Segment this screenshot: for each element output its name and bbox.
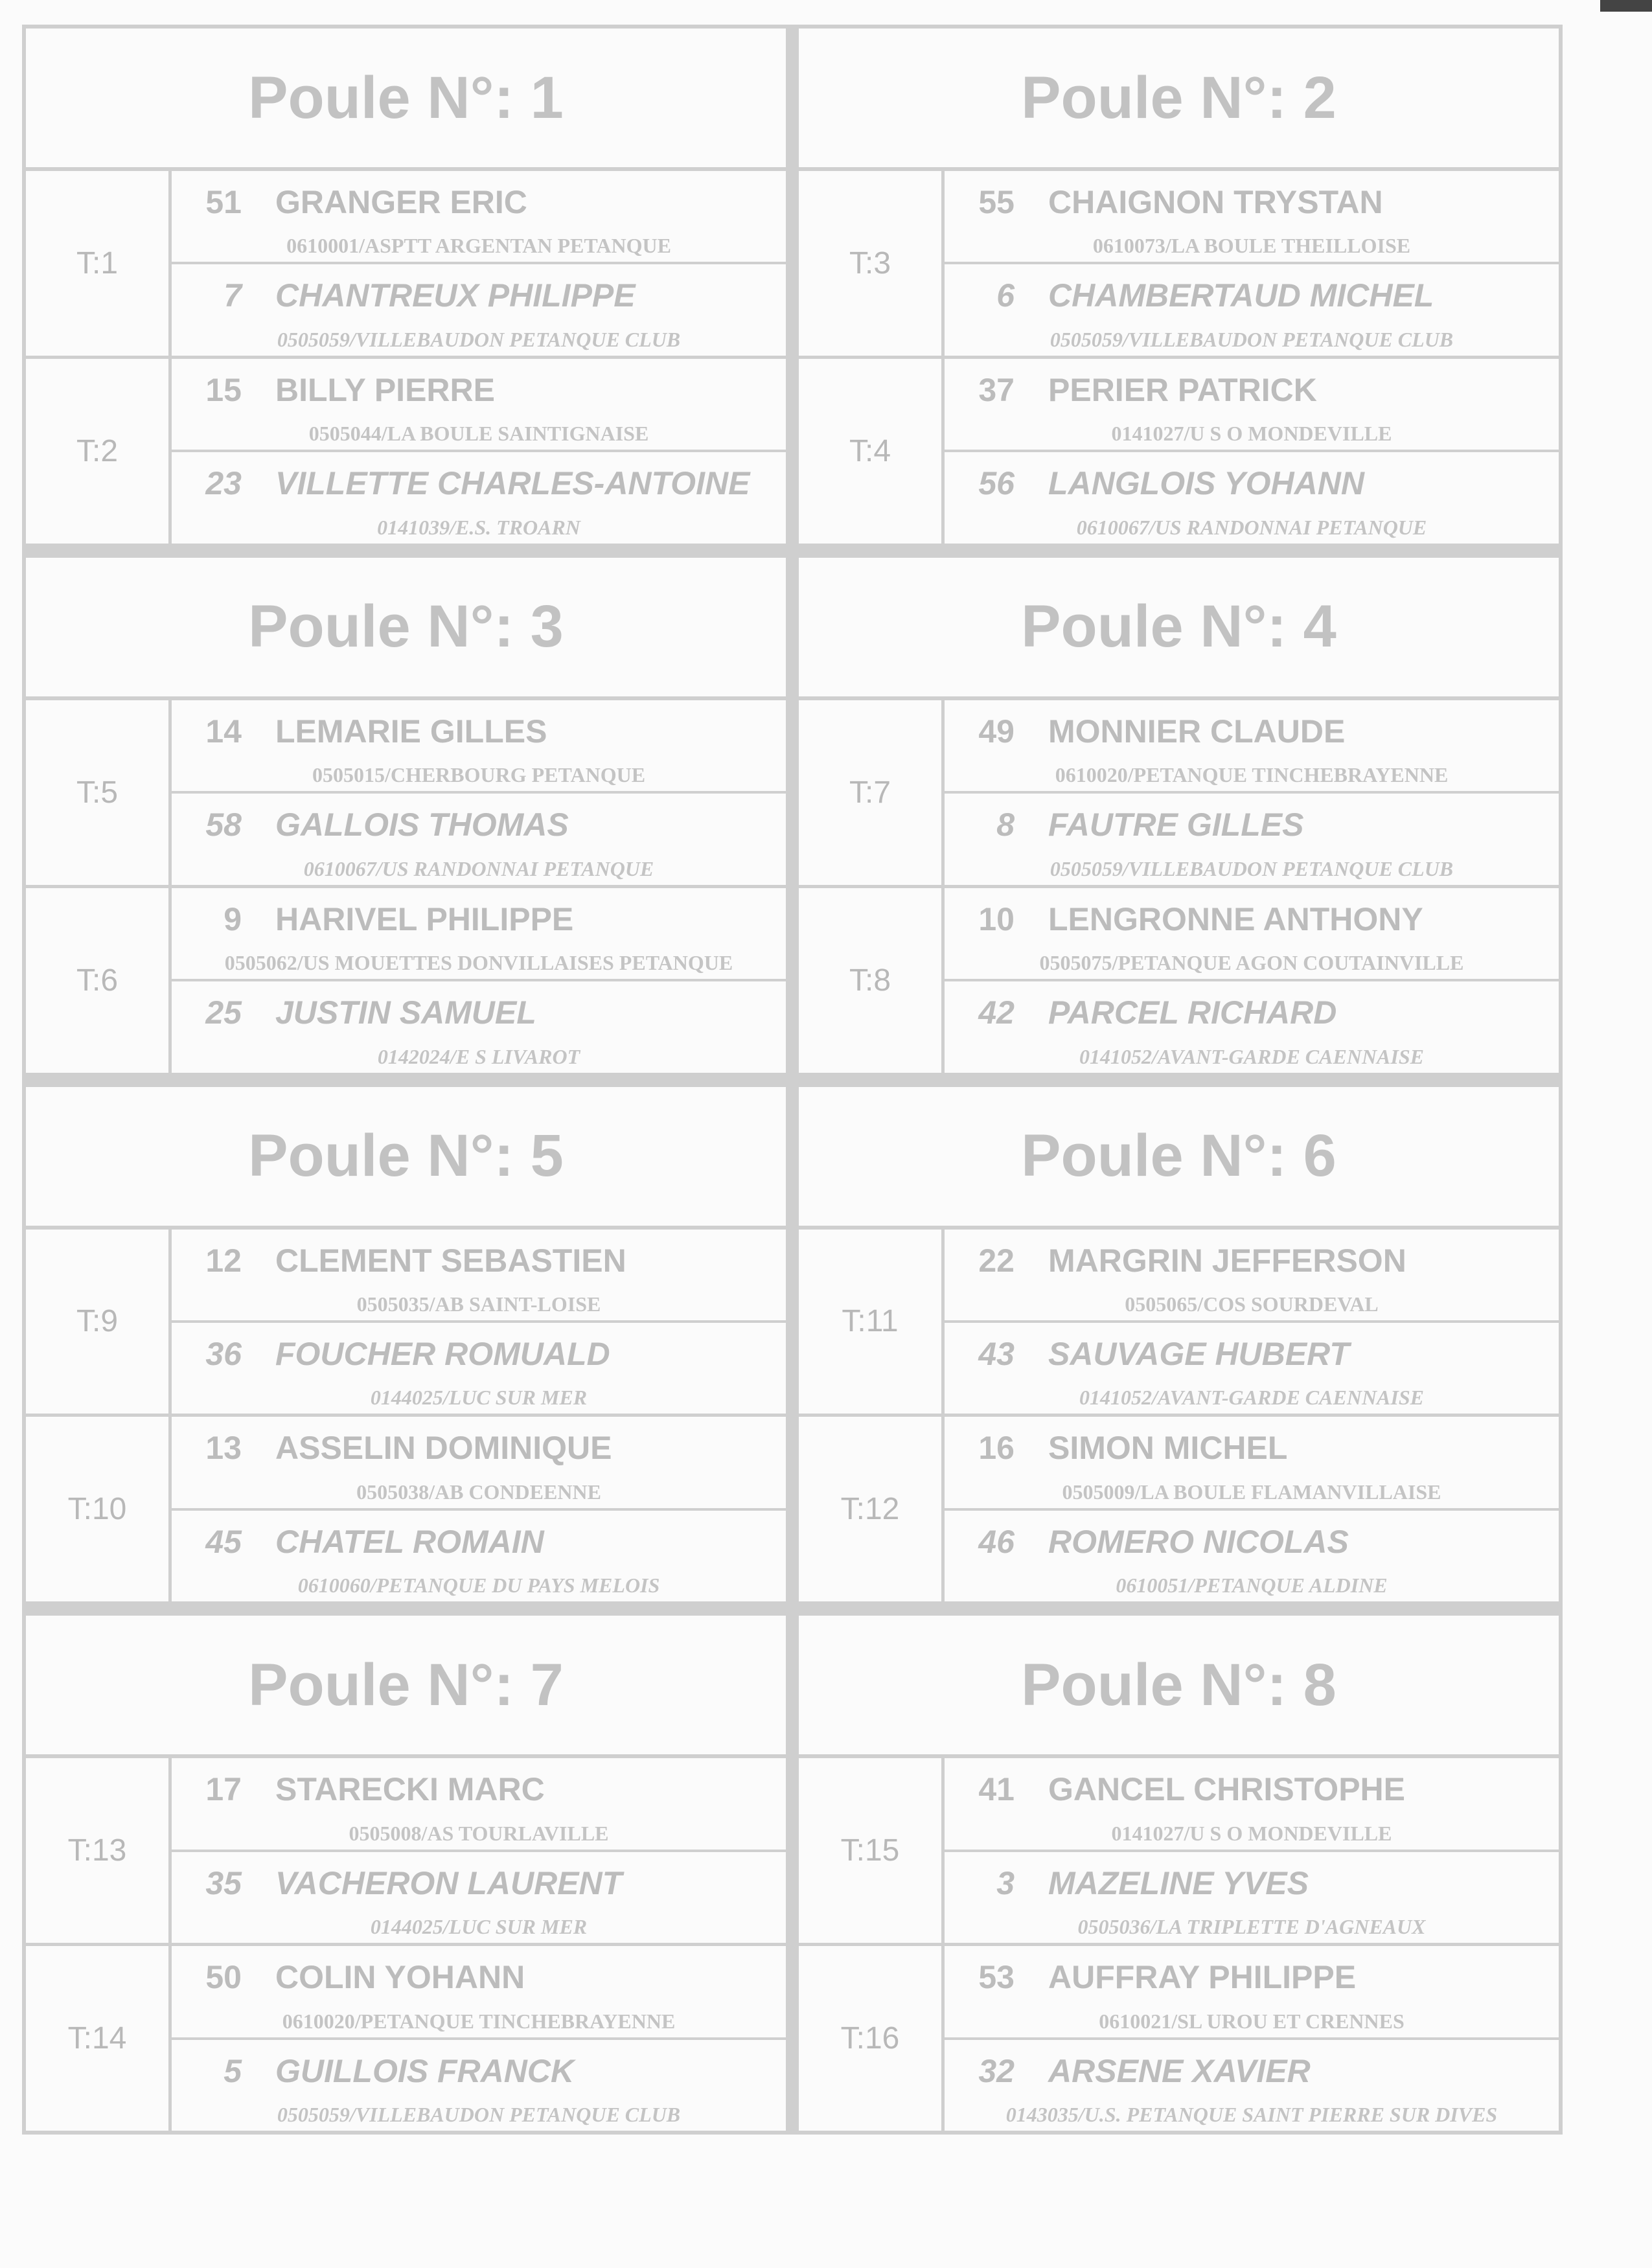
- player-row: [172, 1852, 786, 1943]
- player-number: 14: [205, 713, 242, 750]
- table-block: [799, 1946, 1559, 2131]
- poule-title: Poule N°: 5: [26, 1087, 786, 1230]
- player-row: [945, 700, 1559, 794]
- player-name: ASSELIN DOMINIQUE: [275, 1430, 612, 1467]
- poule-card: [799, 1616, 1559, 2131]
- player-row: [945, 359, 1559, 452]
- player-row: [945, 794, 1559, 884]
- table-label: T:10: [26, 1417, 172, 1601]
- player-number: 23: [205, 465, 242, 502]
- poule-card: [26, 558, 786, 1073]
- player-number: 46: [978, 1523, 1015, 1560]
- player-number: 13: [205, 1430, 242, 1467]
- player-number: 42: [978, 994, 1015, 1031]
- player-row: [945, 171, 1559, 264]
- table-label: T:5: [26, 700, 172, 885]
- poule-title: Poule N°: 6: [799, 1087, 1559, 1230]
- table-label: T:9: [26, 1230, 172, 1414]
- scan-corner-mark: [1600, 0, 1652, 12]
- player-number: 36: [205, 1335, 242, 1372]
- player-number: 25: [205, 994, 242, 1031]
- player-name: VACHERON LAURENT: [275, 1864, 623, 1901]
- players-list: [172, 1417, 786, 1601]
- player-club: 0505065/COS SOURDEVAL: [1125, 1292, 1379, 1316]
- player-club: 0610073/LA BOULE THEILLOISE: [1092, 234, 1411, 258]
- player-number: 17: [205, 1771, 242, 1808]
- poule-title: Poule N°: 4: [799, 558, 1559, 700]
- players-list: [945, 1417, 1559, 1601]
- player-name: MONNIER CLAUDE: [1048, 713, 1346, 750]
- table-label: T:12: [799, 1417, 945, 1601]
- player-name: LEMARIE GILLES: [275, 713, 547, 750]
- player-number: 55: [978, 184, 1015, 220]
- player-club: 0141052/AVANT-GARDE CAENNAISE: [1079, 1386, 1424, 1410]
- player-club: 0505059/VILLEBAUDON PETANQUE CLUB: [1050, 327, 1454, 351]
- player-row: [945, 1230, 1559, 1323]
- table-label: T:2: [26, 359, 172, 544]
- player-row: [172, 264, 786, 355]
- player-name: MAZELINE YVES: [1048, 1864, 1309, 1901]
- player-row: [945, 1946, 1559, 2039]
- player-club: 0144025/LUC SUR MER: [370, 1915, 588, 1939]
- player-club: 0505036/LA TRIPLETTE D'AGNEAUX: [1077, 1915, 1426, 1939]
- players-list: [945, 1758, 1559, 1943]
- player-club: 0142024/E S LIVAROT: [377, 1044, 580, 1068]
- player-number: 53: [978, 1959, 1015, 1996]
- player-club: 0141039/E.S. TROARN: [377, 515, 580, 539]
- player-number: 49: [978, 713, 1015, 750]
- table-block: [26, 1417, 786, 1601]
- player-number: 43: [978, 1335, 1015, 1372]
- player-name: ARSENE XAVIER: [1048, 2052, 1311, 2089]
- table-label: T:16: [799, 1946, 945, 2131]
- player-club: 0505044/LA BOULE SAINTIGNAISE: [308, 422, 649, 446]
- table-block: [799, 359, 1559, 544]
- player-club: 0505059/VILLEBAUDON PETANQUE CLUB: [277, 327, 681, 351]
- player-number: 56: [978, 465, 1015, 502]
- player-club: 0141027/U S O MONDEVILLE: [1111, 422, 1392, 446]
- players-list: [945, 1230, 1559, 1414]
- player-row: [945, 888, 1559, 981]
- players-list: [172, 1946, 786, 2131]
- player-row: [172, 888, 786, 981]
- player-club: 0505062/US MOUETTES DONVILLAISES PETANQUE: [224, 951, 733, 975]
- player-number: 45: [205, 1523, 242, 1560]
- player-row: [945, 1758, 1559, 1851]
- players-list: [945, 888, 1559, 1073]
- table-block: [799, 700, 1559, 888]
- player-number: 15: [205, 371, 242, 408]
- player-name: GANCEL CHRISTOPHE: [1048, 1771, 1406, 1808]
- player-row: [172, 1417, 786, 1510]
- player-club: 0144025/LUC SUR MER: [370, 1386, 588, 1410]
- players-list: [172, 1758, 786, 1943]
- player-club: 0505008/AS TOURLAVILLE: [349, 1821, 609, 1845]
- table-label: T:6: [26, 888, 172, 1073]
- player-row: [945, 1852, 1559, 1943]
- player-number: 16: [978, 1430, 1015, 1467]
- table-block: [799, 1230, 1559, 1417]
- player-number: 3: [996, 1864, 1015, 1901]
- table-block: [26, 888, 786, 1073]
- player-number: 37: [978, 371, 1015, 408]
- table-block: [799, 1417, 1559, 1601]
- poule-title: Poule N°: 7: [26, 1616, 786, 1758]
- table-label: T:14: [26, 1946, 172, 2131]
- player-club: 0143035/U.S. PETANQUE SAINT PIERRE SUR DIVES: [1005, 2103, 1498, 2126]
- player-row: [172, 359, 786, 452]
- table-label: T:7: [799, 700, 945, 885]
- table-label: T:1: [26, 171, 172, 356]
- poule-title: Poule N°: 1: [26, 29, 786, 171]
- players-list: [172, 700, 786, 885]
- player-club: 0141027/U S O MONDEVILLE: [1111, 1821, 1392, 1845]
- player-name: CHANTREUX PHILIPPE: [275, 277, 636, 314]
- player-number: 50: [205, 1959, 242, 1996]
- player-row: [172, 700, 786, 794]
- poule-title: Poule N°: 8: [799, 1616, 1559, 1758]
- player-number: 51: [205, 184, 242, 220]
- players-list: [945, 1946, 1559, 2131]
- table-label: T:11: [799, 1230, 945, 1414]
- player-club: 0505059/VILLEBAUDON PETANQUE CLUB: [277, 2103, 681, 2126]
- player-number: 32: [978, 2052, 1015, 2089]
- player-row: [172, 1323, 786, 1414]
- player-club: 0610001/ASPTT ARGENTAN PETANQUE: [286, 234, 671, 258]
- player-row: [172, 981, 786, 1072]
- player-club: 0505035/AB SAINT-LOISE: [356, 1292, 601, 1316]
- player-name: VILLETTE CHARLES-ANTOINE: [275, 465, 750, 502]
- table-block: [26, 171, 786, 359]
- table-block: [26, 1230, 786, 1417]
- player-name: PARCEL RICHARD: [1048, 994, 1337, 1031]
- table-block: [26, 1758, 786, 1946]
- player-name: JUSTIN SAMUEL: [275, 994, 536, 1031]
- player-name: GUILLOIS FRANCK: [275, 2052, 575, 2089]
- player-number: 41: [978, 1771, 1015, 1808]
- player-name: SIMON MICHEL: [1048, 1430, 1288, 1467]
- table-label: T:13: [26, 1758, 172, 1943]
- player-name: GALLOIS THOMAS: [275, 807, 569, 843]
- players-list: [945, 171, 1559, 356]
- player-club: 0505038/AB CONDEENNE: [356, 1480, 601, 1504]
- table-label: T:15: [799, 1758, 945, 1943]
- poule-card: [799, 558, 1559, 1073]
- player-row: [172, 1946, 786, 2039]
- player-name: CHATEL ROMAIN: [275, 1523, 544, 1560]
- player-name: ROMERO NICOLAS: [1048, 1523, 1349, 1560]
- player-row: [945, 1323, 1559, 1414]
- player-row: [172, 1511, 786, 1601]
- player-number: 10: [978, 900, 1015, 937]
- players-list: [172, 888, 786, 1073]
- player-number: 5: [224, 2052, 242, 2089]
- poule-card: [799, 1087, 1559, 1602]
- player-name: AUFFRAY PHILIPPE: [1048, 1959, 1357, 1996]
- table-label: T:4: [799, 359, 945, 544]
- player-name: FAUTRE GILLES: [1048, 807, 1304, 843]
- table-block: [799, 888, 1559, 1073]
- player-club: 0505075/PETANQUE AGON COUTAINVILLE: [1039, 951, 1464, 975]
- players-list: [172, 359, 786, 544]
- poule-card: [26, 29, 786, 544]
- player-number: 8: [996, 807, 1015, 843]
- table-block: [26, 1946, 786, 2131]
- player-name: BILLY PIERRE: [275, 371, 495, 408]
- player-row: [945, 2040, 1559, 2131]
- player-row: [172, 1758, 786, 1851]
- player-club: 0505009/LA BOULE FLAMANVILLAISE: [1062, 1480, 1441, 1504]
- player-club: 0505059/VILLEBAUDON PETANQUE CLUB: [1050, 856, 1454, 880]
- player-row: [945, 1511, 1559, 1601]
- player-club: 0505015/CHERBOURG PETANQUE: [312, 763, 646, 787]
- player-name: HARIVEL PHILIPPE: [275, 900, 574, 937]
- player-name: FOUCHER ROMUALD: [275, 1335, 610, 1372]
- table-block: [26, 359, 786, 544]
- poule-card: [799, 29, 1559, 544]
- poule-card: [26, 1616, 786, 2131]
- player-name: PERIER PATRICK: [1048, 371, 1317, 408]
- player-club: 0610060/PETANQUE DU PAYS MELOIS: [297, 1574, 660, 1598]
- player-name: CHAMBERTAUD MICHEL: [1048, 277, 1434, 314]
- player-number: 58: [205, 807, 242, 843]
- player-row: [172, 794, 786, 884]
- player-name: MARGRIN JEFFERSON: [1048, 1242, 1406, 1279]
- player-row: [172, 452, 786, 543]
- players-list: [172, 1230, 786, 1414]
- player-number: 22: [978, 1242, 1015, 1279]
- player-row: [945, 1417, 1559, 1510]
- table-block: [799, 1758, 1559, 1946]
- player-name: LANGLOIS YOHANN: [1048, 465, 1364, 502]
- player-number: 6: [996, 277, 1015, 314]
- player-name: STARECKI MARC: [275, 1771, 545, 1808]
- player-row: [172, 1230, 786, 1323]
- player-row: [945, 264, 1559, 355]
- player-row: [172, 171, 786, 264]
- poule-card: [26, 1087, 786, 1602]
- player-number: 35: [205, 1864, 242, 1901]
- player-row: [172, 2040, 786, 2131]
- table-label: T:8: [799, 888, 945, 1073]
- player-club: 0610020/PETANQUE TINCHEBRAYENNE: [282, 2009, 676, 2033]
- player-name: GRANGER ERIC: [275, 184, 527, 220]
- player-name: CLEMENT SEBASTIEN: [275, 1242, 626, 1279]
- player-club: 0141052/AVANT-GARDE CAENNAISE: [1079, 1044, 1424, 1068]
- table-block: [26, 700, 786, 888]
- table-label: T:3: [799, 171, 945, 356]
- player-number: 9: [224, 900, 242, 937]
- players-list: [172, 171, 786, 356]
- table-block: [799, 171, 1559, 359]
- player-number: 7: [224, 277, 242, 314]
- poule-title: Poule N°: 3: [26, 558, 786, 700]
- poules-sheet: [22, 25, 1563, 2135]
- poule-title: Poule N°: 2: [799, 29, 1559, 171]
- player-name: SAUVAGE HUBERT: [1048, 1335, 1349, 1372]
- player-club: 0610051/PETANQUE ALDINE: [1116, 1574, 1388, 1598]
- player-row: [945, 981, 1559, 1072]
- player-number: 12: [205, 1242, 242, 1279]
- player-club: 0610067/US RANDONNAI PETANQUE: [1076, 515, 1427, 539]
- player-club: 0610021/SL UROU ET CRENNES: [1099, 2009, 1405, 2033]
- player-club: 0610020/PETANQUE TINCHEBRAYENNE: [1055, 763, 1449, 787]
- players-list: [945, 700, 1559, 885]
- player-club: 0610067/US RANDONNAI PETANQUE: [303, 856, 654, 880]
- players-list: [945, 359, 1559, 544]
- player-name: COLIN YOHANN: [275, 1959, 525, 1996]
- player-name: LENGRONNE ANTHONY: [1048, 900, 1423, 937]
- player-row: [945, 452, 1559, 543]
- player-name: CHAIGNON TRYSTAN: [1048, 184, 1383, 220]
